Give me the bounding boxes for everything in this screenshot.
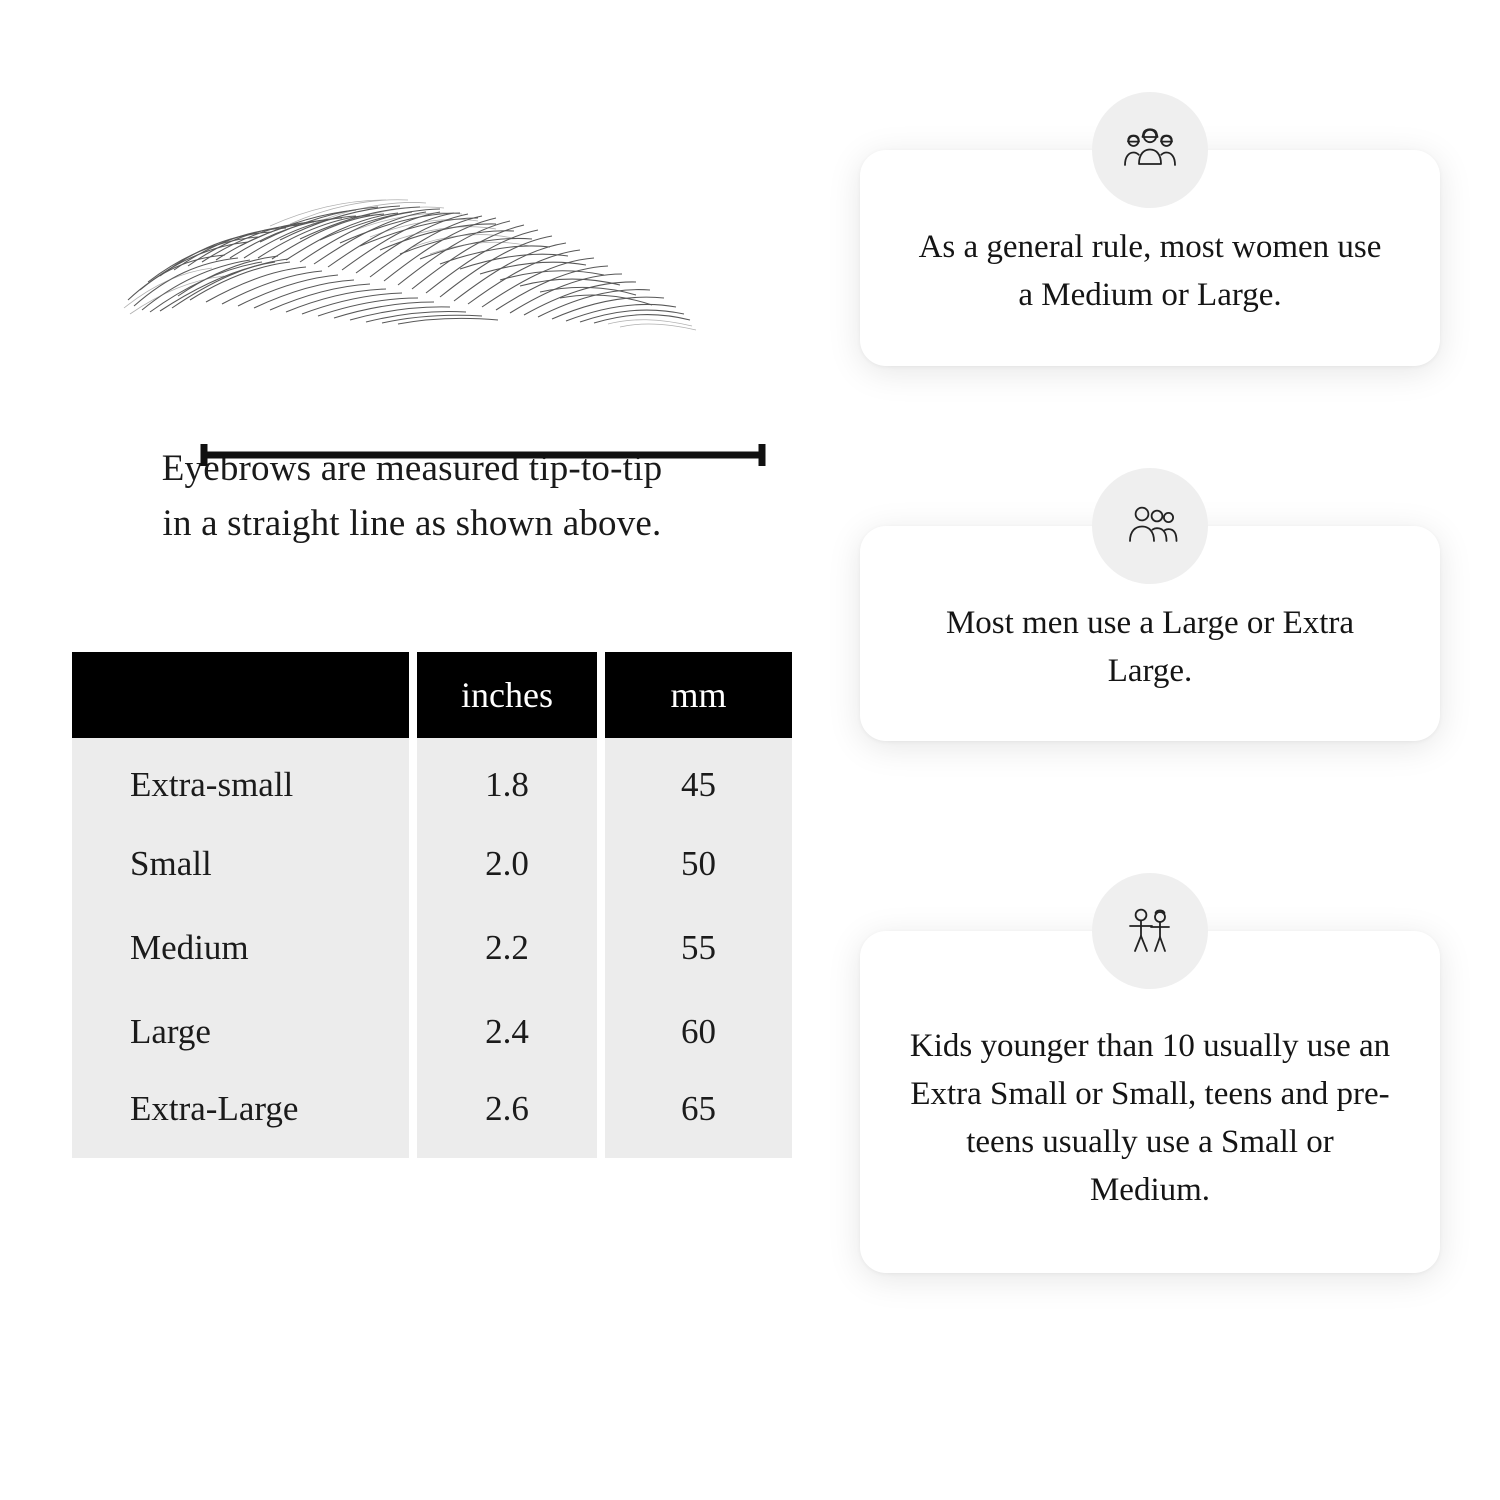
table-row (72, 990, 792, 1074)
cell-mm: 60 (605, 990, 792, 1074)
table-header-mm: mm (605, 652, 792, 738)
cell-inches: 2.0 (417, 822, 605, 906)
table-row (72, 738, 792, 822)
cell-size: Extra-Large (72, 1074, 417, 1158)
cell-size: Medium (72, 906, 417, 990)
table-body (72, 738, 792, 1158)
measurement-bar-icon (198, 442, 768, 468)
caption-line-2: in a straight line as shown above. (162, 502, 662, 544)
cell-size: Extra-small (72, 738, 417, 822)
cell-inches: 2.2 (417, 906, 605, 990)
eyebrow-icon (120, 150, 740, 340)
tip-text-women: As a general rule, most women use a Medium or Large. (860, 150, 1440, 366)
tip-text-men: Most men use a Large or Extra Large. (860, 526, 1440, 742)
size-table (72, 652, 792, 1158)
cell-mm: 45 (605, 738, 792, 822)
cell-size: Small (72, 822, 417, 906)
tips-column (860, 150, 1440, 1401)
eyebrow-illustration (120, 150, 740, 380)
kids-icon (1092, 873, 1208, 989)
table-row (72, 822, 792, 906)
tip-card-women (860, 150, 1440, 366)
table-header-size (72, 652, 417, 738)
cell-inches: 2.4 (417, 990, 605, 1074)
left-column (72, 150, 802, 1158)
tip-text-kids: Kids younger than 10 usually use an Extra Small or Small, teens and pre-teens usually use a Small or Medium. (860, 931, 1440, 1272)
tip-card-men (860, 526, 1440, 742)
table-row (72, 1074, 792, 1158)
men-group-icon (1092, 468, 1208, 584)
cell-mm: 50 (605, 822, 792, 906)
cell-mm: 65 (605, 1074, 792, 1158)
women-group-icon (1092, 92, 1208, 208)
tip-card-kids (860, 931, 1440, 1272)
cell-inches: 1.8 (417, 738, 605, 822)
cell-inches: 2.6 (417, 1074, 605, 1158)
table-header-row (72, 652, 792, 738)
cell-size: Large (72, 990, 417, 1074)
table-row (72, 906, 792, 990)
table-header-inches: inches (417, 652, 605, 738)
caption-line-1: Eyebrows are measured tip-to-tip (161, 448, 663, 489)
cell-mm: 55 (605, 906, 792, 990)
